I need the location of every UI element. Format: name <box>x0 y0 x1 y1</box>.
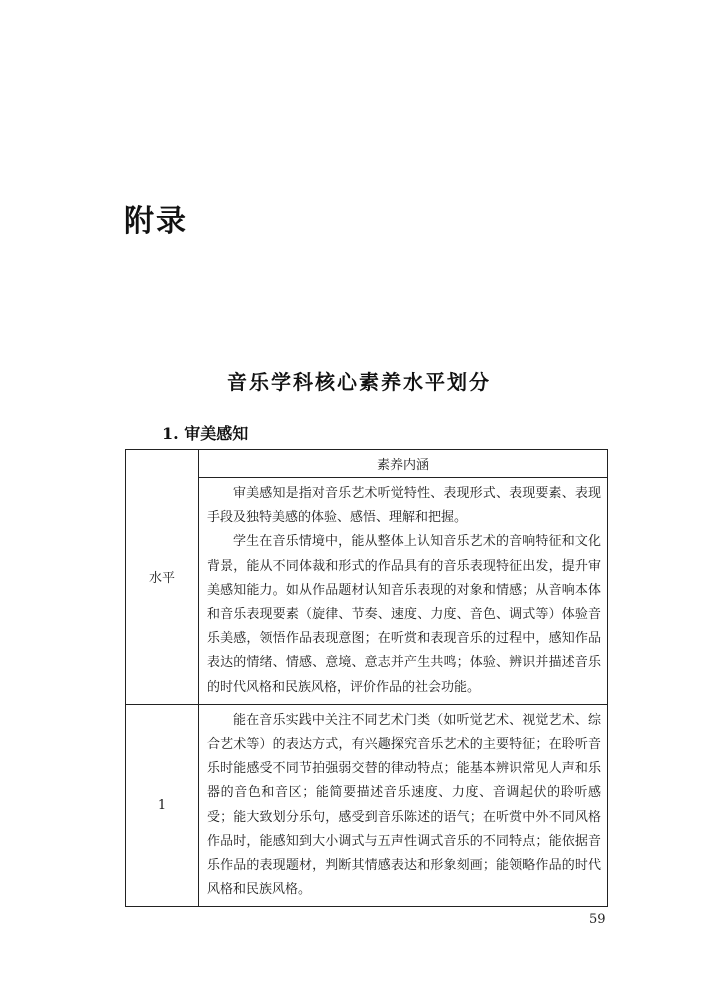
appendix-title: 附录 <box>124 204 188 239</box>
subsection-title: 1. 审美感知 <box>162 424 249 443</box>
level-description: 能在音乐实践中关注不同艺术门类（如听觉艺术、视觉艺术、综合艺术等）的表达方式，有兴趣探究音乐艺术的主要特征；在聆听音乐时能感受不同节拍强弱交替的律动特点；能基本辨识常见人声和乐器的音色和音区；能简要描述音乐速度、力度、音调起伏的聆听感受；能大致划分乐句，感受到音乐陈述的语气；在听赏中外不同风格作品时，能感知到大小调式与五声性调式音乐的不同特点；能依据音乐作品的表现题材，判断其情感表达和形象刻画；能领略作品的时代风格和民族风格。 <box>207 712 601 898</box>
intro-paragraph: 审美感知是指对音乐艺术听觉特性、表现形式、表现要素、表现手段及独特美感的体验、感悟、理解和把握。 <box>207 486 601 526</box>
content-header-cell: 素养内涵 <box>199 450 608 478</box>
table-row <box>126 704 608 907</box>
literacy-level-table <box>125 449 608 907</box>
intro-cell <box>199 478 608 705</box>
table-header-row <box>126 450 608 478</box>
page-number: 59 <box>589 912 606 927</box>
section-title: 音乐学科核心素养水平划分 <box>227 370 491 394</box>
intro-paragraph: 学生在音乐情境中，能从整体上认知音乐艺术的音响特征和文化背景，能从不同体裁和形式的作品具有的音乐表现特征出发，提升审美感知能力。如从作品题材认知音乐表现的对象和情感；从音响本体和音乐表现要素（旋律、节奏、速度、力度、音色、调式等）体验音乐美感，领悟作品表现意图；在听赏和表现音乐的过程中，感知作品表达的情绪、情感、意境、意志并产生共鸣；体验、辨识并描述音乐的时代风格和民族风格，评价作品的社会功能。 <box>207 534 601 695</box>
level-cell: 1 <box>126 704 199 907</box>
level-header-cell: 水平 <box>126 450 199 705</box>
content-cell <box>199 704 608 907</box>
intro-row <box>126 478 608 705</box>
